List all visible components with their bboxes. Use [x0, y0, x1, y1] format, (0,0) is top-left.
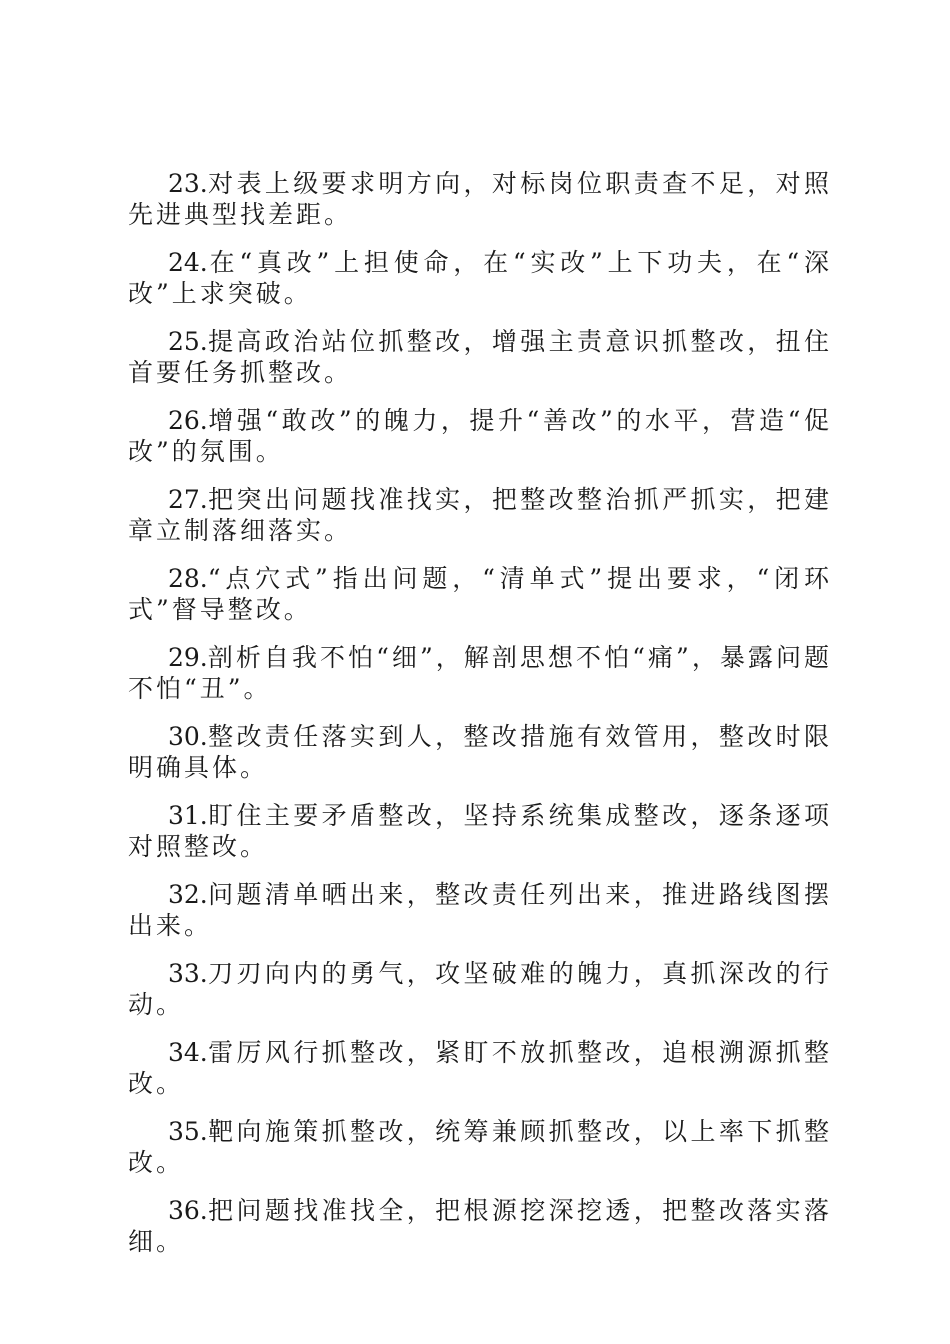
item-text: 盯住主要矛盾整改，坚持系统集成整改，逐条逐项对照整改。 — [128, 801, 832, 861]
item-number: 26. — [168, 406, 208, 435]
item-number: 25. — [168, 327, 208, 356]
item-text: 提高政治站位抓整改，增强主责意识抓整改，扭住首要任务抓整改。 — [128, 327, 832, 387]
list-item — [128, 326, 832, 388]
item-text: 把问题找准找全，把根源挖深挖透，把整改落实落细。 — [128, 1196, 832, 1256]
item-number: 23. — [168, 169, 208, 198]
list-item — [128, 879, 832, 941]
item-text: 雷厉风行抓整改，紧盯不放抓整改，追根溯源抓整改。 — [128, 1038, 832, 1098]
list-item — [128, 1037, 832, 1099]
list-item — [128, 405, 832, 467]
list-item — [128, 1116, 832, 1178]
item-number: 28. — [168, 564, 208, 593]
item-text: 增强“敢改”的魄力，提升“善改”的水平，营造“促改”的氛围。 — [128, 406, 832, 466]
list-item — [128, 563, 832, 625]
item-number: 36. — [168, 1196, 208, 1225]
item-text: 剖析自我不怕“细”，解剖思想不怕“痛”，暴露问题不怕“丑”。 — [128, 643, 832, 703]
item-text: 整改责任落实到人，整改措施有效管用，整改时限明确具体。 — [128, 722, 832, 782]
list-item — [128, 958, 832, 1020]
item-text: 把突出问题找准找实，把整改整治抓严抓实，把建章立制落细落实。 — [128, 485, 832, 545]
item-text: 问题清单晒出来，整改责任列出来，推进路线图摆出来。 — [128, 880, 832, 940]
item-number: 35. — [168, 1117, 208, 1146]
list-item — [128, 1195, 832, 1257]
item-number: 30. — [168, 722, 208, 751]
item-text: “点穴式”指出问题，“清单式”提出要求，“闭环式”督导整改。 — [128, 564, 832, 624]
list-item — [128, 642, 832, 704]
list-item — [128, 800, 832, 862]
list-item — [128, 247, 832, 309]
item-text: 靶向施策抓整改，统筹兼顾抓整改，以上率下抓整改。 — [128, 1117, 832, 1177]
item-text: 在“真改”上担使命，在“实改”上下功夫，在“深改”上求突破。 — [128, 248, 832, 308]
item-number: 32. — [168, 880, 208, 909]
list-item — [128, 168, 832, 230]
item-number: 29. — [168, 643, 208, 672]
document-body — [128, 168, 832, 1274]
list-item — [128, 484, 832, 546]
item-number: 24. — [168, 248, 208, 277]
item-number: 31. — [168, 801, 208, 830]
list-item — [128, 721, 832, 783]
item-text: 对表上级要求明方向，对标岗位职责查不足，对照先进典型找差距。 — [128, 169, 832, 229]
item-number: 34. — [168, 1038, 208, 1067]
item-text: 刀刃向内的勇气，攻坚破难的魄力，真抓深改的行动。 — [128, 959, 832, 1019]
item-number: 27. — [168, 485, 208, 514]
item-number: 33. — [168, 959, 208, 988]
